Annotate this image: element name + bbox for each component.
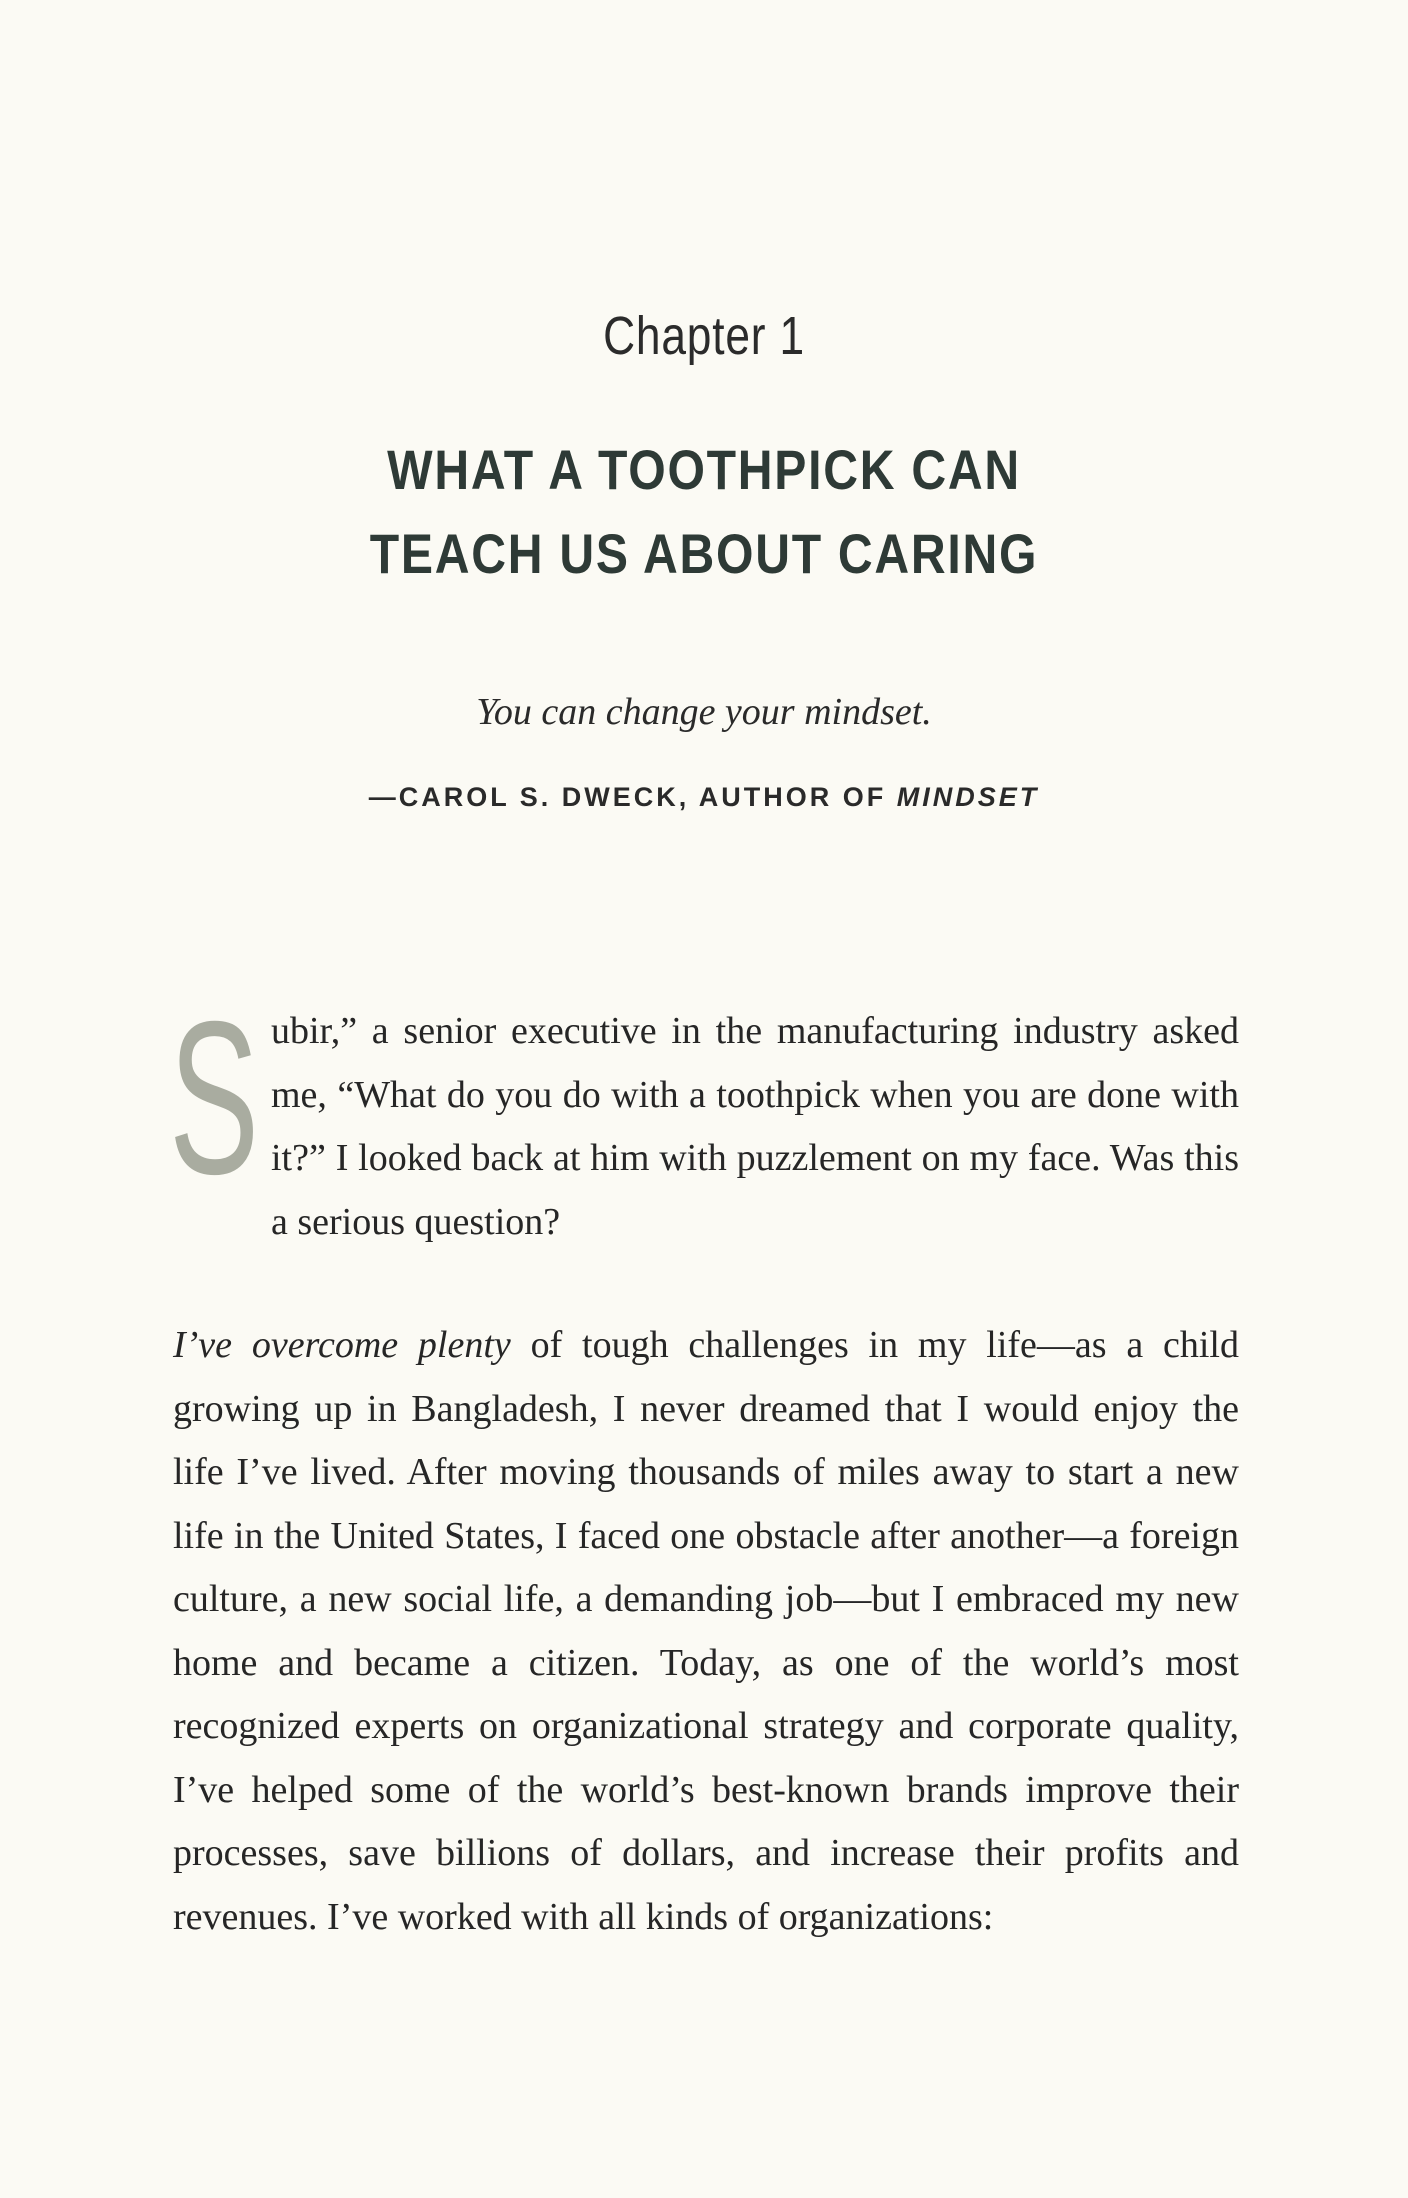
- body-paragraph-2: [173, 1314, 1239, 1949]
- attribution-book-title: MINDSET: [896, 782, 1040, 812]
- chapter-title-line-1: WHAT A TOOTHPICK CAN: [387, 438, 1021, 501]
- body-paragraph-1: [169, 977, 1239, 1254]
- paragraph-2-lead-italic: I’ve overcome plenty: [173, 1324, 511, 1366]
- chapter-title: [0, 428, 1408, 596]
- chapter-number: Chapter 1: [603, 306, 805, 366]
- chapter-title-line-2: TEACH US ABOUT CARING: [369, 522, 1039, 585]
- epigraph-attribution: [0, 782, 1408, 813]
- paragraph-1-text: ubir,” a senior executive in the manufacturing industry asked me, “What do you do with a toothpick when you are done with it?” I looked back at him with puzzlement on my face. Was this a serious question?: [271, 1010, 1239, 1243]
- attribution-author: —CAROL S. DWECK, AUTHOR OF: [368, 782, 897, 812]
- epigraph-quote: You can change your mindset.: [476, 691, 932, 733]
- drop-cap: S: [169, 977, 260, 1220]
- paragraph-2-text: of tough challenges in my life—as a child growing up in Bangladesh, I never dreamed that I would enjoy the life I’ve lived. After moving thousands of miles away to start a new life in the United States, I faced one obstacle after another—a foreign culture, a new social life, a demanding job—but I embraced my new home and became a citizen. Today, as one of the world’s most recognized experts on organizational strategy and corporate quality, I’ve helped some of the world’s best-known brands improve their processes, save billions of dollars, and increase their profits and revenues. I’ve worked with all kinds of organizations:: [173, 1324, 1239, 1938]
